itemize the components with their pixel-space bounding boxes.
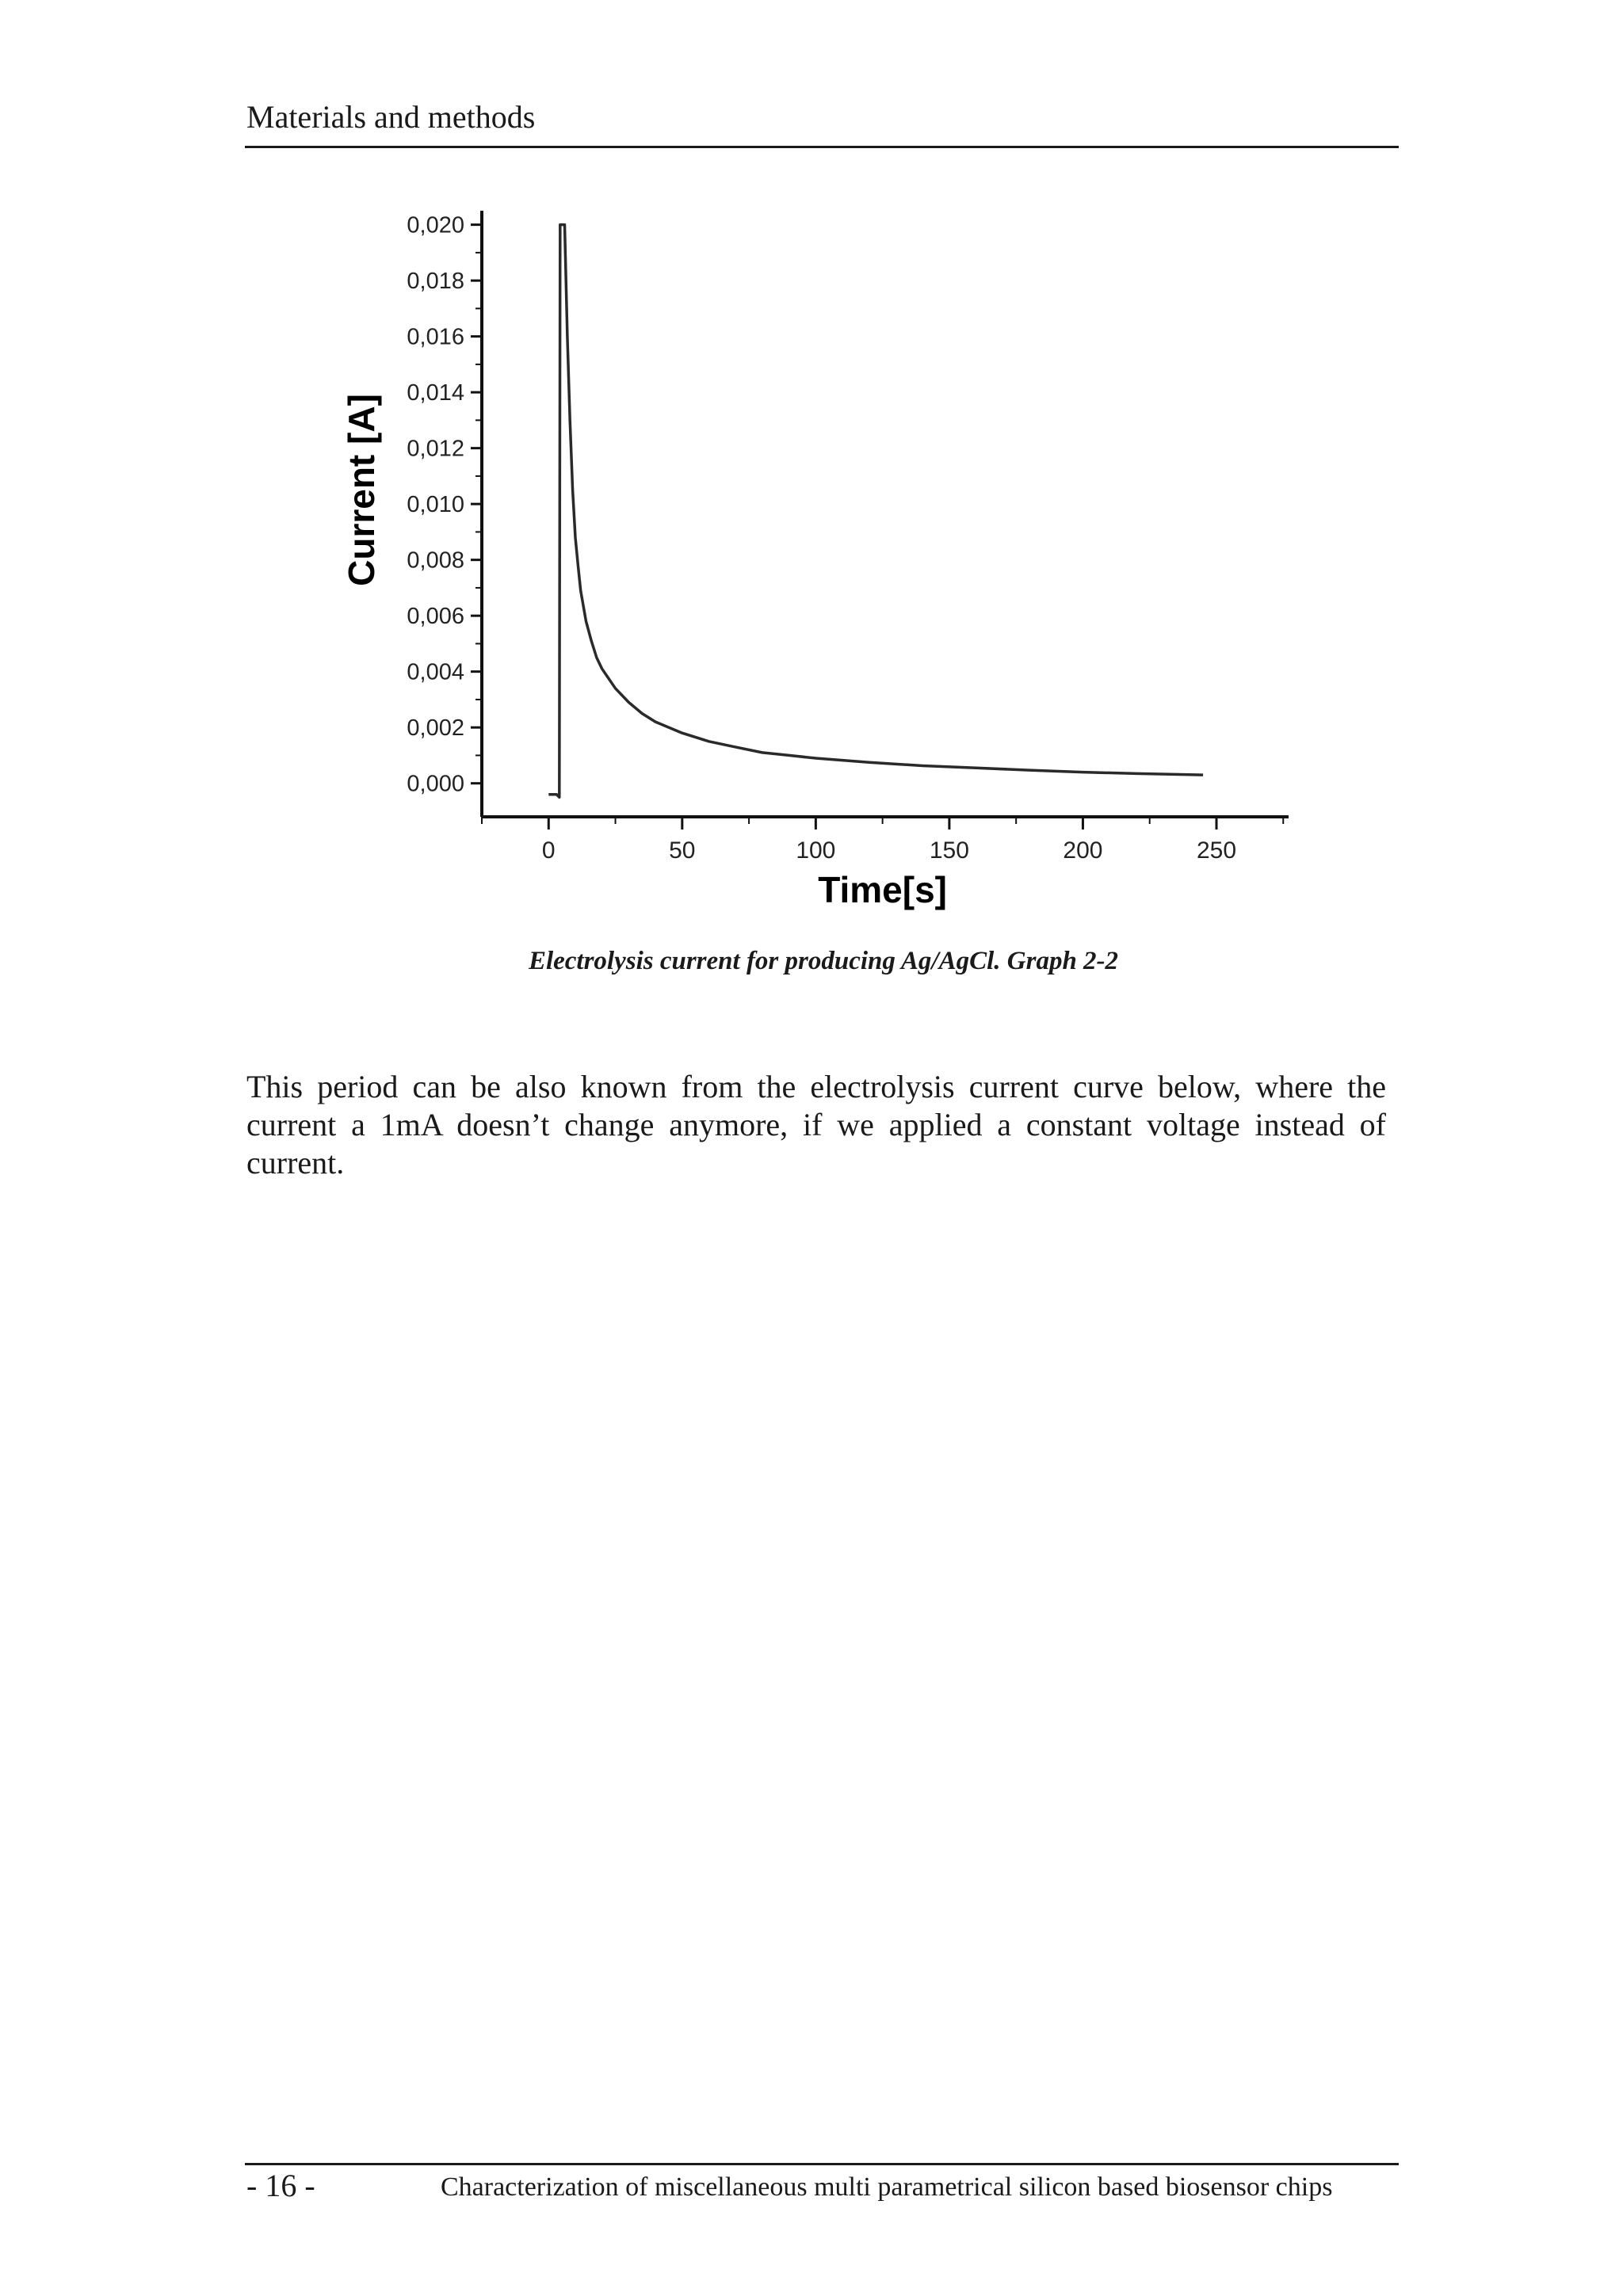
y-tick-label: 0,018 <box>407 269 464 295</box>
figure <box>333 187 1308 916</box>
y-tick-label: 0,004 <box>407 659 464 685</box>
figure-caption: Electrolysis current for producing Ag/AgCl. Graph 2-2 <box>528 947 1119 975</box>
y-tick-label: 0,008 <box>407 547 464 574</box>
y-tick-label: 0,014 <box>407 380 464 406</box>
x-tick-label: 0 <box>541 837 556 864</box>
x-tick-label: 250 <box>1196 837 1237 864</box>
y-tick-label: 0,006 <box>407 604 464 630</box>
x-axis <box>482 817 1289 864</box>
y-tick-label: 0,002 <box>407 715 464 742</box>
y-tick-label: 0,016 <box>407 324 464 350</box>
y-tick-label: 0,020 <box>407 212 464 238</box>
page-number: - 16 - <box>246 2168 315 2203</box>
body-paragraph: This period can be also known from the electrolysis current curve below, where the current a 1mA doesn’t change anymore, if we applied a constant voltage instead of current. <box>246 1069 1386 1180</box>
y-axis <box>407 211 482 817</box>
electrolysis-current-chart <box>333 187 1308 916</box>
y-axis-label: Current [A] <box>341 394 382 586</box>
x-tick-label: 150 <box>929 837 969 864</box>
running-header: Materials and methods <box>246 99 536 135</box>
x-tick-label: 100 <box>796 837 836 864</box>
series-line <box>548 225 1203 798</box>
series-group <box>548 225 1203 798</box>
x-axis-label: Time[s] <box>818 869 948 910</box>
y-tick-label: 0,010 <box>407 492 464 518</box>
x-tick-label: 50 <box>669 837 696 864</box>
y-tick-label: 0,000 <box>407 771 464 797</box>
header-rule <box>245 146 1399 148</box>
footer-title: Characterization of miscellaneous multi parametrical silicon based biosensor chips <box>441 2172 1333 2202</box>
y-tick-label: 0,012 <box>407 436 464 462</box>
x-tick-label: 200 <box>1063 837 1103 864</box>
footer-rule <box>245 2163 1399 2165</box>
